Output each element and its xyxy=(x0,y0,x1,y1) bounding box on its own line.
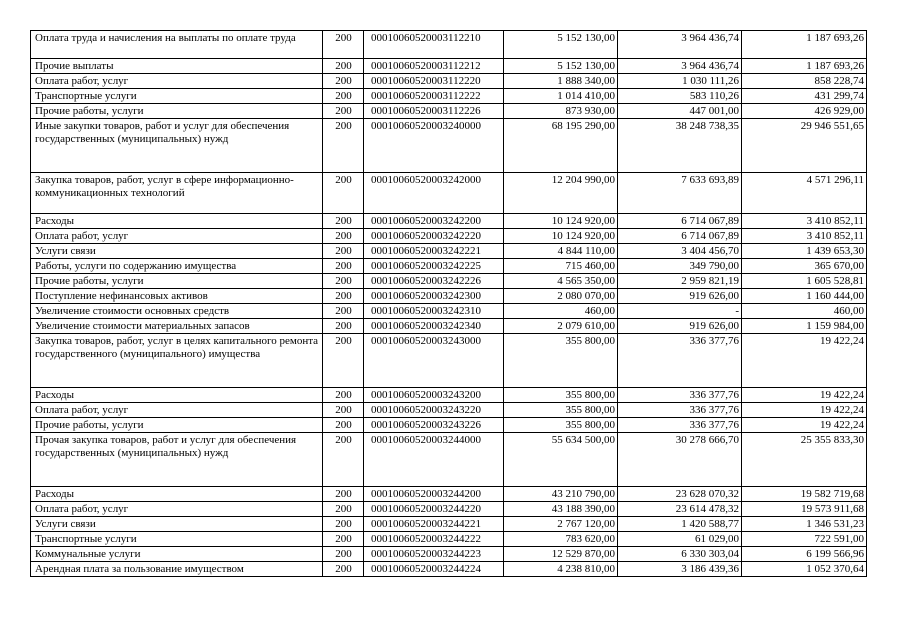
row-name: Расходы xyxy=(31,388,323,403)
row-classification-code: 00010060520003242000 xyxy=(364,173,504,214)
row-approved-amount: 12 529 870,00 xyxy=(504,547,618,562)
row-executed-amount: 23 628 070,32 xyxy=(618,487,742,502)
row-name: Транспортные услуги xyxy=(31,89,323,104)
table-row xyxy=(31,388,867,403)
row-name: Арендная плата за пользование имуществом xyxy=(31,562,323,577)
row-unexecuted-amount: 1 159 984,00 xyxy=(742,319,867,334)
row-executed-amount: 336 377,76 xyxy=(618,403,742,418)
row-classification-code: 00010060520003112226 xyxy=(364,104,504,119)
row-approved-amount: 1 888 340,00 xyxy=(504,74,618,89)
row-classification-code: 00010060520003242226 xyxy=(364,274,504,289)
table-row xyxy=(31,229,867,244)
budget-execution-table xyxy=(30,30,867,577)
row-executed-amount: 6 714 067,89 xyxy=(618,229,742,244)
row-unexecuted-amount: 19 422,24 xyxy=(742,388,867,403)
row-executed-amount: 6 714 067,89 xyxy=(618,214,742,229)
table-row xyxy=(31,487,867,502)
table-row xyxy=(31,562,867,577)
table-row xyxy=(31,334,867,388)
row-executed-amount: 23 614 478,32 xyxy=(618,502,742,517)
row-code: 200 xyxy=(323,433,364,487)
row-executed-amount: 919 626,00 xyxy=(618,289,742,304)
row-name: Оплата работ, услуг xyxy=(31,74,323,89)
row-unexecuted-amount: 1 052 370,64 xyxy=(742,562,867,577)
table-row xyxy=(31,547,867,562)
row-code: 200 xyxy=(323,274,364,289)
row-approved-amount: 43 188 390,00 xyxy=(504,502,618,517)
row-unexecuted-amount: 3 410 852,11 xyxy=(742,214,867,229)
table-row xyxy=(31,31,867,59)
row-name: Прочие работы, услуги xyxy=(31,418,323,433)
row-approved-amount: 2 767 120,00 xyxy=(504,517,618,532)
row-code: 200 xyxy=(323,289,364,304)
row-approved-amount: 4 565 350,00 xyxy=(504,274,618,289)
row-code: 200 xyxy=(323,89,364,104)
row-executed-amount: 30 278 666,70 xyxy=(618,433,742,487)
row-executed-amount: 1 420 588,77 xyxy=(618,517,742,532)
row-executed-amount: 3 186 439,36 xyxy=(618,562,742,577)
row-code: 200 xyxy=(323,334,364,388)
row-unexecuted-amount: 1 605 528,81 xyxy=(742,274,867,289)
row-approved-amount: 5 152 130,00 xyxy=(504,31,618,59)
row-unexecuted-amount: 1 187 693,26 xyxy=(742,31,867,59)
row-name: Расходы xyxy=(31,487,323,502)
table-row xyxy=(31,173,867,214)
row-approved-amount: 355 800,00 xyxy=(504,334,618,388)
row-approved-amount: 355 800,00 xyxy=(504,403,618,418)
row-approved-amount: 873 930,00 xyxy=(504,104,618,119)
row-unexecuted-amount: 431 299,74 xyxy=(742,89,867,104)
table-row xyxy=(31,403,867,418)
row-name: Поступление нефинансовых активов xyxy=(31,289,323,304)
table-row xyxy=(31,502,867,517)
row-classification-code: 00010060520003112220 xyxy=(364,74,504,89)
row-classification-code: 00010060520003243200 xyxy=(364,388,504,403)
table-row xyxy=(31,289,867,304)
row-approved-amount: 55 634 500,00 xyxy=(504,433,618,487)
table-row xyxy=(31,59,867,74)
row-classification-code: 00010060520003244223 xyxy=(364,547,504,562)
row-executed-amount: 2 959 821,19 xyxy=(618,274,742,289)
row-classification-code: 00010060520003244221 xyxy=(364,517,504,532)
row-name: Услуги связи xyxy=(31,244,323,259)
row-unexecuted-amount: 19 573 911,68 xyxy=(742,502,867,517)
row-code: 200 xyxy=(323,403,364,418)
table-row xyxy=(31,433,867,487)
row-code: 200 xyxy=(323,388,364,403)
row-unexecuted-amount: 1 439 653,30 xyxy=(742,244,867,259)
row-name: Увеличение стоимости основных средств xyxy=(31,304,323,319)
table-row xyxy=(31,104,867,119)
row-approved-amount: 2 080 070,00 xyxy=(504,289,618,304)
row-code: 200 xyxy=(323,418,364,433)
row-classification-code: 00010060520003243226 xyxy=(364,418,504,433)
row-executed-amount: 3 964 436,74 xyxy=(618,31,742,59)
row-unexecuted-amount: 19 422,24 xyxy=(742,403,867,418)
row-code: 200 xyxy=(323,244,364,259)
row-name: Закупка товаров, работ, услуг в сфере информационно-коммуникационных технологий xyxy=(31,173,323,214)
row-classification-code: 00010060520003112210 xyxy=(364,31,504,59)
row-name: Иные закупки товаров, работ и услуг для обеспечения государственных (муниципальных) нужд xyxy=(31,119,323,173)
row-name: Закупка товаров, работ, услуг в целях капитального ремонта государственного (муниципального) имущества xyxy=(31,334,323,388)
table-row xyxy=(31,304,867,319)
row-unexecuted-amount: 19 422,24 xyxy=(742,418,867,433)
row-approved-amount: 1 014 410,00 xyxy=(504,89,618,104)
row-classification-code: 00010060520003242200 xyxy=(364,214,504,229)
row-executed-amount: 3 404 456,70 xyxy=(618,244,742,259)
row-unexecuted-amount: 460,00 xyxy=(742,304,867,319)
row-name: Транспортные услуги xyxy=(31,532,323,547)
row-classification-code: 00010060520003242221 xyxy=(364,244,504,259)
row-name: Оплата труда и начисления на выплаты по оплате труда xyxy=(31,31,323,59)
row-unexecuted-amount: 19 422,24 xyxy=(742,334,867,388)
row-approved-amount: 10 124 920,00 xyxy=(504,229,618,244)
row-unexecuted-amount: 1 346 531,23 xyxy=(742,517,867,532)
row-executed-amount: 349 790,00 xyxy=(618,259,742,274)
row-code: 200 xyxy=(323,517,364,532)
row-code: 200 xyxy=(323,74,364,89)
row-unexecuted-amount: 29 946 551,65 xyxy=(742,119,867,173)
row-approved-amount: 460,00 xyxy=(504,304,618,319)
row-code: 200 xyxy=(323,532,364,547)
row-unexecuted-amount: 3 410 852,11 xyxy=(742,229,867,244)
row-executed-amount: 6 330 303,04 xyxy=(618,547,742,562)
row-classification-code: 00010060520003244222 xyxy=(364,532,504,547)
row-approved-amount: 10 124 920,00 xyxy=(504,214,618,229)
row-classification-code: 00010060520003242225 xyxy=(364,259,504,274)
row-code: 200 xyxy=(323,119,364,173)
table-row xyxy=(31,319,867,334)
row-name: Коммунальные услуги xyxy=(31,547,323,562)
row-executed-amount: 1 030 111,26 xyxy=(618,74,742,89)
row-name: Оплата работ, услуг xyxy=(31,502,323,517)
row-code: 200 xyxy=(323,31,364,59)
row-name: Услуги связи xyxy=(31,517,323,532)
row-code: 200 xyxy=(323,214,364,229)
row-classification-code: 00010060520003242220 xyxy=(364,229,504,244)
row-name: Прочая закупка товаров, работ и услуг для обеспечения государственных (муниципальных) нужд xyxy=(31,433,323,487)
row-executed-amount: 336 377,76 xyxy=(618,388,742,403)
row-unexecuted-amount: 1 187 693,26 xyxy=(742,59,867,74)
row-unexecuted-amount: 858 228,74 xyxy=(742,74,867,89)
table-row xyxy=(31,259,867,274)
row-executed-amount: 38 248 738,35 xyxy=(618,119,742,173)
row-classification-code: 00010060520003244200 xyxy=(364,487,504,502)
row-approved-amount: 5 152 130,00 xyxy=(504,59,618,74)
row-classification-code: 00010060520003112212 xyxy=(364,59,504,74)
row-classification-code: 00010060520003242310 xyxy=(364,304,504,319)
row-approved-amount: 2 079 610,00 xyxy=(504,319,618,334)
row-unexecuted-amount: 426 929,00 xyxy=(742,104,867,119)
row-name: Расходы xyxy=(31,214,323,229)
row-code: 200 xyxy=(323,319,364,334)
row-classification-code: 00010060520003244224 xyxy=(364,562,504,577)
row-executed-amount: 447 001,00 xyxy=(618,104,742,119)
row-classification-code: 00010060520003240000 xyxy=(364,119,504,173)
row-classification-code: 00010060520003242340 xyxy=(364,319,504,334)
row-unexecuted-amount: 722 591,00 xyxy=(742,532,867,547)
row-name: Увеличение стоимости материальных запасов xyxy=(31,319,323,334)
row-code: 200 xyxy=(323,562,364,577)
row-approved-amount: 68 195 290,00 xyxy=(504,119,618,173)
row-executed-amount: 7 633 693,89 xyxy=(618,173,742,214)
row-classification-code: 00010060520003112222 xyxy=(364,89,504,104)
row-classification-code: 00010060520003243220 xyxy=(364,403,504,418)
row-unexecuted-amount: 19 582 719,68 xyxy=(742,487,867,502)
row-name: Работы, услуги по содержанию имущества xyxy=(31,259,323,274)
table-row xyxy=(31,244,867,259)
row-classification-code: 00010060520003243000 xyxy=(364,334,504,388)
row-code: 200 xyxy=(323,304,364,319)
table-row xyxy=(31,517,867,532)
row-code: 200 xyxy=(323,487,364,502)
table-row xyxy=(31,89,867,104)
row-executed-amount: 336 377,76 xyxy=(618,334,742,388)
row-executed-amount: - xyxy=(618,304,742,319)
row-approved-amount: 783 620,00 xyxy=(504,532,618,547)
row-code: 200 xyxy=(323,259,364,274)
row-code: 200 xyxy=(323,59,364,74)
row-name: Прочие работы, услуги xyxy=(31,274,323,289)
row-code: 200 xyxy=(323,104,364,119)
row-executed-amount: 3 964 436,74 xyxy=(618,59,742,74)
row-executed-amount: 919 626,00 xyxy=(618,319,742,334)
table-body xyxy=(31,31,867,577)
row-approved-amount: 12 204 990,00 xyxy=(504,173,618,214)
table-row xyxy=(31,418,867,433)
row-name: Оплата работ, услуг xyxy=(31,229,323,244)
table-row xyxy=(31,119,867,173)
table-row xyxy=(31,214,867,229)
row-executed-amount: 61 029,00 xyxy=(618,532,742,547)
row-approved-amount: 715 460,00 xyxy=(504,259,618,274)
row-classification-code: 00010060520003242300 xyxy=(364,289,504,304)
row-code: 200 xyxy=(323,547,364,562)
row-code: 200 xyxy=(323,502,364,517)
table-row xyxy=(31,274,867,289)
row-unexecuted-amount: 25 355 833,30 xyxy=(742,433,867,487)
row-code: 200 xyxy=(323,229,364,244)
row-classification-code: 00010060520003244220 xyxy=(364,502,504,517)
row-approved-amount: 355 800,00 xyxy=(504,388,618,403)
table-row xyxy=(31,74,867,89)
row-classification-code: 00010060520003244000 xyxy=(364,433,504,487)
row-unexecuted-amount: 6 199 566,96 xyxy=(742,547,867,562)
row-approved-amount: 4 238 810,00 xyxy=(504,562,618,577)
table-row xyxy=(31,532,867,547)
row-name: Прочие выплаты xyxy=(31,59,323,74)
row-executed-amount: 583 110,26 xyxy=(618,89,742,104)
row-approved-amount: 4 844 110,00 xyxy=(504,244,618,259)
row-unexecuted-amount: 1 160 444,00 xyxy=(742,289,867,304)
row-unexecuted-amount: 4 571 296,11 xyxy=(742,173,867,214)
row-name: Прочие работы, услуги xyxy=(31,104,323,119)
row-name: Оплата работ, услуг xyxy=(31,403,323,418)
row-unexecuted-amount: 365 670,00 xyxy=(742,259,867,274)
row-code: 200 xyxy=(323,173,364,214)
row-approved-amount: 355 800,00 xyxy=(504,418,618,433)
row-executed-amount: 336 377,76 xyxy=(618,418,742,433)
row-approved-amount: 43 210 790,00 xyxy=(504,487,618,502)
